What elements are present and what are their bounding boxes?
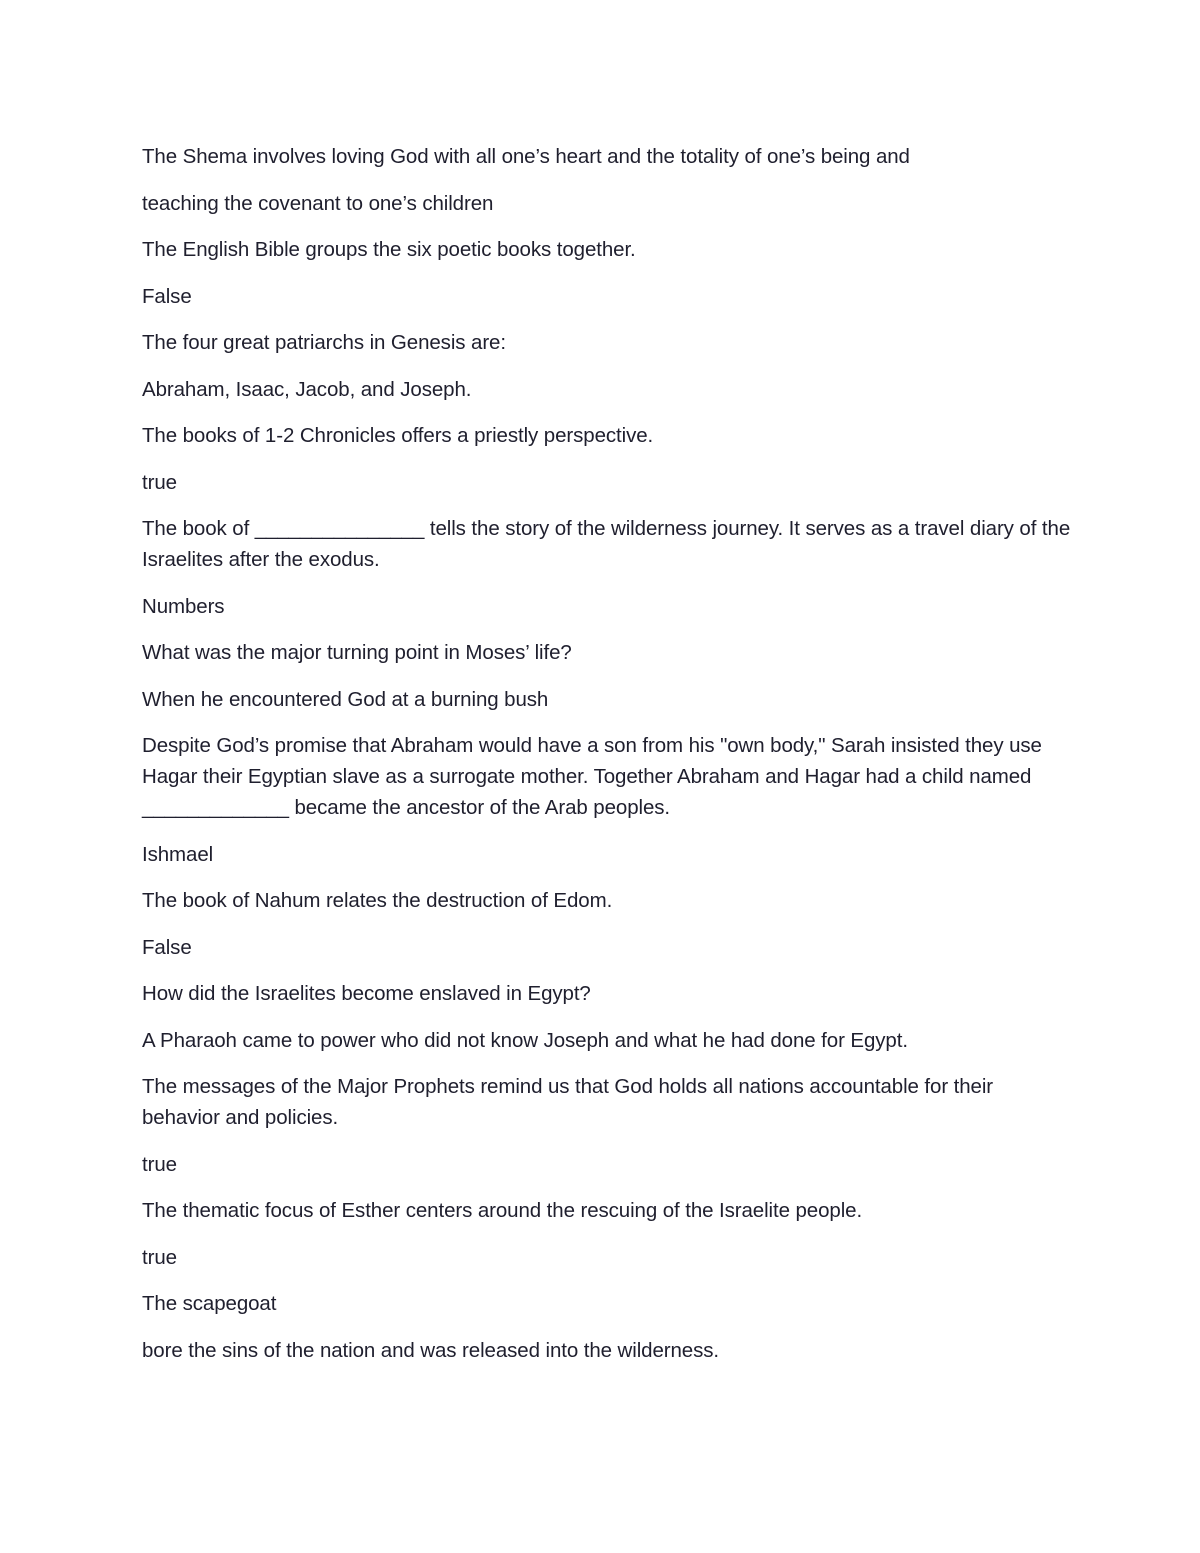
paragraph: true — [142, 1245, 177, 1269]
paragraph: The Shema involves loving God with all one’s heart and the totality of one’s being and — [142, 145, 910, 168]
paragraph: False — [142, 284, 192, 308]
paragraph: False — [142, 935, 192, 959]
document-body — [142, 141, 1072, 1381]
paragraph: teaching the covenant to one’s children — [142, 191, 494, 215]
paragraph: bore the sins of the nation and was released into the wilderness. — [142, 1338, 719, 1362]
paragraph: The book of _______________ tells the story of the wilderness journey. It serves as a travel diary of the Israelites after the exodus. — [142, 517, 1071, 571]
paragraph: A Pharaoh came to power who did not know Joseph and what he had done for Egypt. — [142, 1028, 908, 1052]
paragraph: Despite God’s promise that Abraham would have a son from his "own body," Sarah insisted they use Hagar their Egyptian slave as a surrogate mother. Together Abraham and Hagar had a child named _____________ became the ancestor of the Arab peoples. — [142, 734, 1042, 819]
paragraph: The books of 1-2 Chronicles offers a priestly perspective. — [142, 424, 654, 447]
paragraph: The English Bible groups the six poetic books together. — [142, 238, 636, 261]
paragraph: How did the Israelites become enslaved in Egypt? — [142, 982, 591, 1005]
paragraph: The messages of the Major Prophets remind us that God holds all nations accountable for their behavior and policies. — [142, 1075, 994, 1129]
paragraph: The scapegoat — [142, 1292, 277, 1315]
paragraph: When he encountered God at a burning bush — [142, 687, 549, 711]
paragraph: The thematic focus of Esther centers around the rescuing of the Israelite people. — [142, 1199, 863, 1222]
paragraph: Abraham, Isaac, Jacob, and Joseph. — [142, 377, 472, 401]
paragraph: Numbers — [142, 594, 225, 618]
paragraph: true — [142, 1152, 177, 1176]
paragraph: Ishmael — [142, 842, 214, 866]
paragraph: true — [142, 470, 177, 494]
paragraph: What was the major turning point in Moses’ life? — [142, 641, 572, 664]
paragraph: The book of Nahum relates the destruction of Edom. — [142, 889, 613, 912]
paragraph: The four great patriarchs in Genesis are: — [142, 331, 506, 354]
